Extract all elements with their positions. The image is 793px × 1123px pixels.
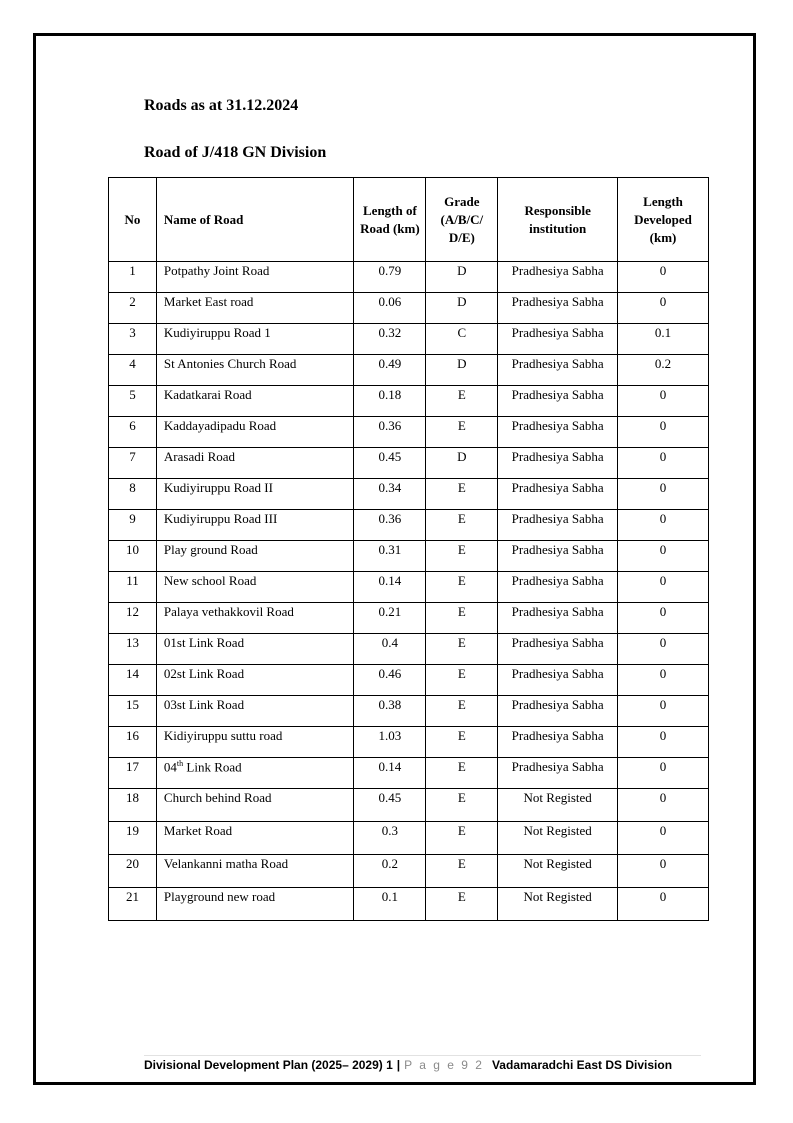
cell-developed: 0 — [618, 386, 709, 417]
footer-page-number: P a g e 9 2 — [404, 1058, 484, 1072]
cell-name: Kaddayadipadu Road — [156, 417, 354, 448]
cell-name: Velankanni matha Road — [156, 855, 354, 888]
cell-no: 16 — [109, 727, 157, 758]
cell-name: Palaya vethakkovil Road — [156, 603, 354, 634]
cell-length: 0.79 — [354, 262, 426, 293]
cell-grade: D — [426, 448, 498, 479]
footer-separator: | — [396, 1058, 401, 1072]
table-row — [109, 822, 709, 855]
footer-divider — [144, 1055, 701, 1056]
cell-length: 0.36 — [354, 417, 426, 448]
cell-grade: E — [426, 855, 498, 888]
header-name: Name of Road — [156, 178, 354, 262]
cell-institution: Not Registed — [498, 789, 618, 822]
cell-institution: Pradhesiya Sabha — [498, 541, 618, 572]
cell-grade: E — [426, 888, 498, 921]
cell-name-superscript: th — [176, 759, 184, 768]
cell-no: 5 — [109, 386, 157, 417]
table-row — [109, 696, 709, 727]
cell-no: 13 — [109, 634, 157, 665]
cell-no: 7 — [109, 448, 157, 479]
cell-developed: 0 — [618, 888, 709, 921]
cell-length: 0.3 — [354, 822, 426, 855]
cell-name: Market East road — [156, 293, 354, 324]
cell-name-suffix: Link Road — [183, 759, 242, 775]
cell-length: 0.36 — [354, 510, 426, 541]
cell-developed: 0 — [618, 603, 709, 634]
table-row — [109, 510, 709, 541]
cell-developed: 0 — [618, 479, 709, 510]
cell-institution: Not Registed — [498, 822, 618, 855]
header-grade: Grade (A/B/C/ D/E) — [426, 178, 498, 262]
cell-no: 12 — [109, 603, 157, 634]
cell-name: Kidiyiruppu suttu road — [156, 727, 354, 758]
cell-no: 15 — [109, 696, 157, 727]
cell-no: 19 — [109, 822, 157, 855]
cell-developed: 0 — [618, 822, 709, 855]
cell-developed: 0 — [618, 510, 709, 541]
table-title: Road of J/418 GN Division — [144, 144, 327, 161]
table-row — [109, 665, 709, 696]
cell-institution: Pradhesiya Sabha — [498, 696, 618, 727]
cell-no: 6 — [109, 417, 157, 448]
cell-no: 21 — [109, 888, 157, 921]
cell-developed: 0 — [618, 572, 709, 603]
cell-institution: Not Registed — [498, 855, 618, 888]
cell-developed: 0 — [618, 448, 709, 479]
cell-name: Kadatkarai Road — [156, 386, 354, 417]
cell-developed: 0 — [618, 293, 709, 324]
cell-grade: E — [426, 758, 498, 789]
cell-institution: Pradhesiya Sabha — [498, 417, 618, 448]
cell-grade: E — [426, 479, 498, 510]
cell-institution: Pradhesiya Sabha — [498, 324, 618, 355]
cell-length: 0.49 — [354, 355, 426, 386]
cell-name: Arasadi Road — [156, 448, 354, 479]
table-row — [109, 888, 709, 921]
cell-name: 02st Link Road — [156, 665, 354, 696]
cell-length: 0.45 — [354, 448, 426, 479]
cell-length: 0.06 — [354, 293, 426, 324]
cell-no: 3 — [109, 324, 157, 355]
cell-grade: E — [426, 634, 498, 665]
cell-name: Potpathy Joint Road — [156, 262, 354, 293]
table-row — [109, 789, 709, 822]
cell-grade: E — [426, 696, 498, 727]
cell-no: 18 — [109, 789, 157, 822]
cell-length: 1.03 — [354, 727, 426, 758]
header-institution: Responsible institution — [498, 178, 618, 262]
table-row — [109, 386, 709, 417]
cell-developed: 0 — [618, 855, 709, 888]
cell-grade: E — [426, 727, 498, 758]
cell-grade: E — [426, 572, 498, 603]
table-row — [109, 634, 709, 665]
cell-institution: Pradhesiya Sabha — [498, 448, 618, 479]
table-row — [109, 758, 709, 789]
cell-no: 10 — [109, 541, 157, 572]
page-heading: Roads as at 31.12.2024 — [144, 97, 299, 114]
cell-developed: 0 — [618, 696, 709, 727]
cell-grade: E — [426, 541, 498, 572]
cell-name: Kudiyiruppu Road II — [156, 479, 354, 510]
cell-institution: Pradhesiya Sabha — [498, 665, 618, 696]
cell-no: 8 — [109, 479, 157, 510]
cell-name: Market Road — [156, 822, 354, 855]
roads-table — [108, 177, 709, 921]
table-header-row — [109, 178, 709, 262]
cell-no: 2 — [109, 293, 157, 324]
cell-length: 0.31 — [354, 541, 426, 572]
header-developed: Length Developed (km) — [618, 178, 709, 262]
cell-length: 0.21 — [354, 603, 426, 634]
table-row — [109, 603, 709, 634]
cell-institution: Pradhesiya Sabha — [498, 603, 618, 634]
cell-length: 0.34 — [354, 479, 426, 510]
cell-length: 0.45 — [354, 789, 426, 822]
table-row — [109, 541, 709, 572]
cell-length: 0.2 — [354, 855, 426, 888]
table-row — [109, 479, 709, 510]
cell-name: Kudiyiruppu Road 1 — [156, 324, 354, 355]
cell-institution: Pradhesiya Sabha — [498, 634, 618, 665]
cell-institution: Pradhesiya Sabha — [498, 262, 618, 293]
cell-name-prefix: 04 — [163, 759, 177, 775]
cell-name: 01st Link Road — [156, 634, 354, 665]
cell-no: 4 — [109, 355, 157, 386]
cell-institution: Pradhesiya Sabha — [498, 293, 618, 324]
table-row — [109, 324, 709, 355]
cell-grade: E — [426, 822, 498, 855]
table-row — [109, 855, 709, 888]
cell-grade: E — [426, 665, 498, 696]
cell-developed: 0.1 — [618, 324, 709, 355]
cell-length: 0.1 — [354, 888, 426, 921]
cell-name: New school Road — [156, 572, 354, 603]
cell-grade: D — [426, 262, 498, 293]
cell-institution: Pradhesiya Sabha — [498, 355, 618, 386]
table-row — [109, 293, 709, 324]
table-row — [109, 262, 709, 293]
cell-name: Kudiyiruppu Road III — [156, 510, 354, 541]
cell-no: 20 — [109, 855, 157, 888]
cell-grade: D — [426, 355, 498, 386]
table-row — [109, 417, 709, 448]
header-length: Length of Road (km) — [354, 178, 426, 262]
header-no: No — [109, 178, 157, 262]
table-row — [109, 572, 709, 603]
cell-name: St Antonies Church Road — [156, 355, 354, 386]
cell-institution: Pradhesiya Sabha — [498, 510, 618, 541]
cell-length: 0.18 — [354, 386, 426, 417]
cell-developed: 0 — [618, 417, 709, 448]
cell-no: 14 — [109, 665, 157, 696]
table-row — [109, 355, 709, 386]
cell-institution: Pradhesiya Sabha — [498, 727, 618, 758]
cell-grade: E — [426, 386, 498, 417]
cell-developed: 0 — [618, 665, 709, 696]
cell-grade: E — [426, 417, 498, 448]
cell-developed: 0 — [618, 262, 709, 293]
cell-developed: 0 — [618, 727, 709, 758]
cell-name: Playground new road — [156, 888, 354, 921]
cell-grade: E — [426, 510, 498, 541]
cell-institution: Not Registed — [498, 888, 618, 921]
cell-developed: 0 — [618, 634, 709, 665]
cell-name: Play ground Road — [156, 541, 354, 572]
cell-developed: 0 — [618, 541, 709, 572]
footer-division: Vadamaradchi East DS Division — [491, 1058, 673, 1072]
cell-length: 0.38 — [354, 696, 426, 727]
cell-length: 0.14 — [354, 572, 426, 603]
cell-grade: E — [426, 789, 498, 822]
cell-grade: C — [426, 324, 498, 355]
cell-developed: 0 — [618, 789, 709, 822]
cell-institution: Pradhesiya Sabha — [498, 758, 618, 789]
cell-grade: D — [426, 293, 498, 324]
cell-institution: Pradhesiya Sabha — [498, 386, 618, 417]
cell-grade: E — [426, 603, 498, 634]
page-footer — [144, 1058, 672, 1072]
cell-developed: 0 — [618, 758, 709, 789]
cell-name — [156, 758, 354, 789]
cell-developed: 0.2 — [618, 355, 709, 386]
cell-no: 17 — [109, 758, 157, 789]
cell-name: 03st Link Road — [156, 696, 354, 727]
cell-institution: Pradhesiya Sabha — [498, 479, 618, 510]
table-row — [109, 448, 709, 479]
footer-plan-title: Divisional Development Plan (2025– 2029) 1 — [144, 1058, 393, 1072]
cell-length: 0.4 — [354, 634, 426, 665]
table-row — [109, 727, 709, 758]
cell-length: 0.14 — [354, 758, 426, 789]
cell-name: Church behind Road — [156, 789, 354, 822]
cell-length: 0.46 — [354, 665, 426, 696]
cell-no: 9 — [109, 510, 157, 541]
cell-no: 1 — [109, 262, 157, 293]
cell-no: 11 — [109, 572, 157, 603]
cell-institution: Pradhesiya Sabha — [498, 572, 618, 603]
cell-length: 0.32 — [354, 324, 426, 355]
